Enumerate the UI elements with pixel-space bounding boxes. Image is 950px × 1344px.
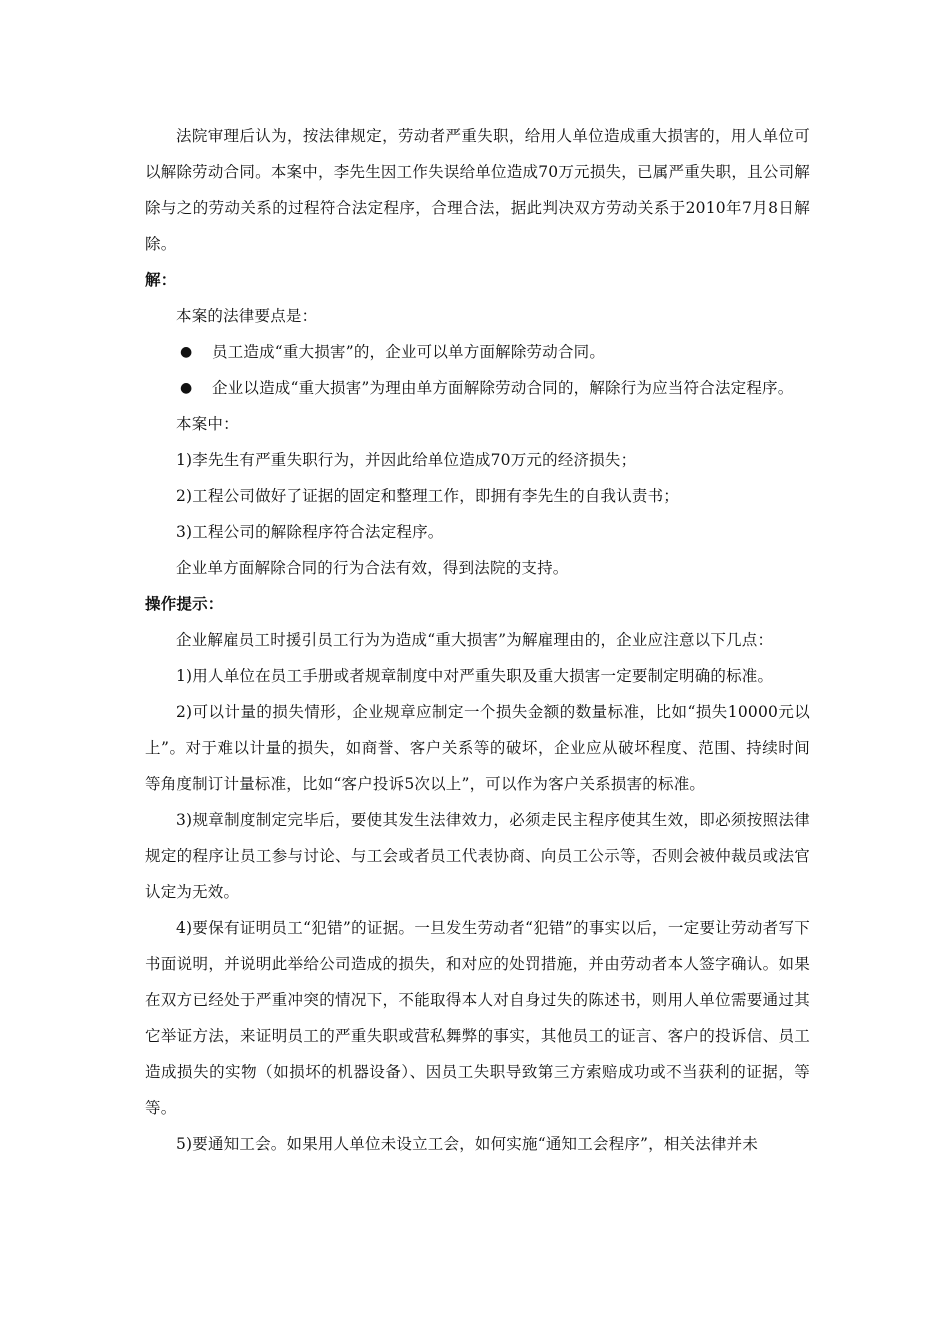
bullet-text: 员工造成“重大损害”的，企业可以单方面解除劳动合同。: [212, 343, 606, 361]
document-body: [145, 118, 810, 1162]
case-item: 1)李先生有严重失职行为，并因此给单位造成70万元的经济损失；: [176, 451, 637, 469]
bullet-dot-icon: ●: [180, 380, 193, 396]
tips-heading: 操作提示：: [145, 595, 224, 613]
tip-paragraph: 4)要保有证明员工“犯错”的证据。一旦发生劳动者“犯错”的事实以后，一定要让劳动者写下书面说明，并说明此举给公司造成的损失，和对应的处罚措施，并由劳动者本人签字确认。如果在双方已经处于严重冲突的情况下，不能取得本人对自身过失的陈述书，则用人单位需要通过其它举证方法，来证明员工的严重失职或营私舞弊的事实，其他员工的证言、客户的投诉信、员工造成损失的实物（如损坏的机器设备）、因员工失职导致第三方索赔成功或不当获利的证据，等等。: [145, 919, 810, 1117]
court-ruling-paragraph: 法院审理后认为，按法律规定，劳动者严重失职，给用人单位造成重大损害的，用人单位可以解除劳动合同。本案中，李先生因工作失误给单位造成70万元损失，已属严重失职，且公司解除与之的劳动关系的过程符合法定程序，合理合法，据此判决双方劳动关系于2010年7月8日解除。: [145, 127, 810, 253]
tips-intro: 企业解雇员工时援引员工行为为造成“重大损害”为解雇理由的，企业应注意以下几点：: [176, 631, 774, 649]
bullet-item: [145, 334, 810, 370]
tip-paragraph: 1)用人单位在员工手册或者规章制度中对严重失职及重大损害一定要制定明确的标准。: [176, 667, 774, 685]
legal-points-intro: 本案的法律要点是：: [176, 307, 318, 325]
tip-paragraph: 2)可以计量的损失情形，企业规章应制定一个损失金额的数量标准，比如“损失10000元以上”。对于难以计量的损失，如商誉、客户关系等的破坏，企业应从破坏程度、范围、持续时间等角度制订计量标准，比如“客户投诉5次以上”，可以作为客户关系损害的标准。: [145, 703, 810, 793]
tip-paragraph: 3)规章制度制定完毕后，要使其发生法律效力，必须走民主程序使其生效，即必须按照法律规定的程序让员工参与讨论、与工会或者员工代表协商、向员工公示等，否则会被仲裁员或法官认定为无效。: [145, 811, 810, 901]
case-item: 2)工程公司做好了证据的固定和整理工作，即拥有李先生的自我认责书；: [176, 487, 680, 505]
answer-heading: 解：: [145, 271, 177, 289]
bullet-item: [145, 370, 810, 406]
case-item: 3)工程公司的解除程序符合法定程序。: [176, 523, 444, 541]
bullet-dot-icon: ●: [180, 344, 193, 360]
case-intro: 本案中：: [176, 415, 239, 433]
case-conclusion: 企业单方面解除合同的行为合法有效，得到法院的支持。: [176, 559, 569, 577]
bullet-text: 企业以造成“重大损害”为理由单方面解除劳动合同的，解除行为应当符合法定程序。: [212, 379, 794, 397]
tip-paragraph: 5)要通知工会。如果用人单位未设立工会，如何实施“通知工会程序”，相关法律并未: [176, 1135, 759, 1153]
